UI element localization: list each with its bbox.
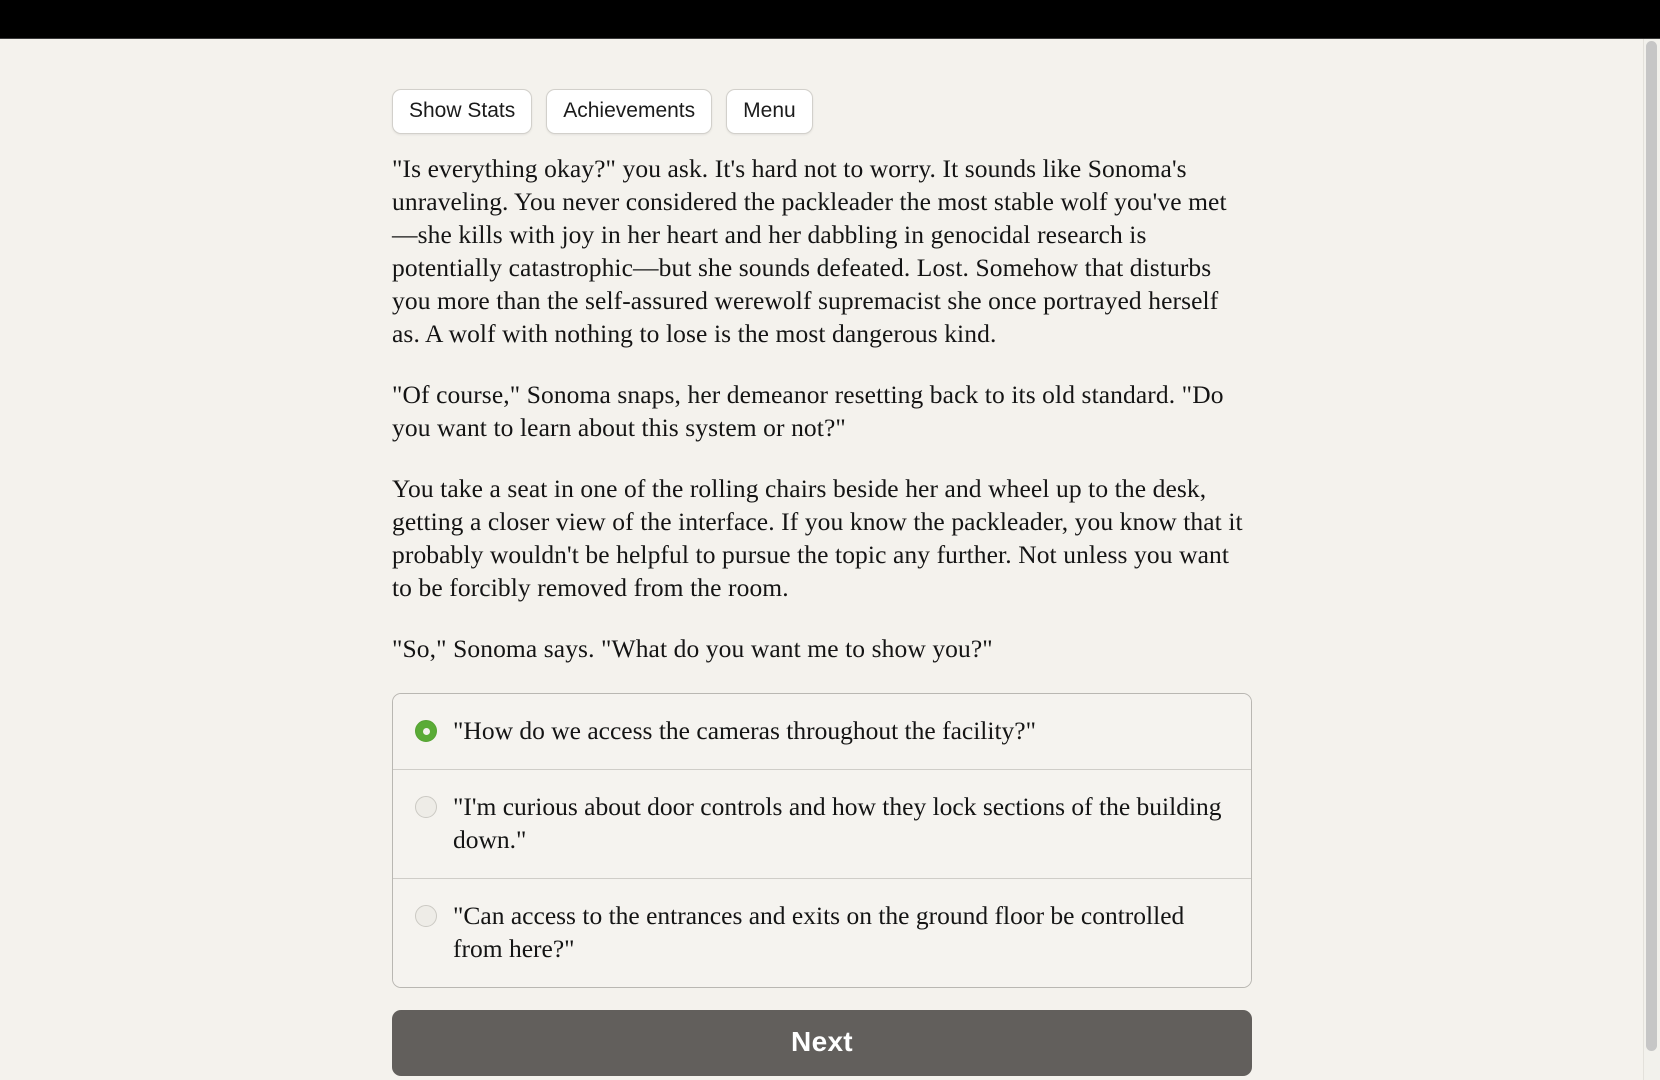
story-paragraph: "Of course," Sonoma snaps, her demeanor resetting back to its old standard. "Do you want to learn about this system or not?"	[392, 380, 1224, 442]
vertical-scrollbar[interactable]	[1643, 39, 1660, 1080]
radio-unselected-icon[interactable]	[415, 796, 437, 818]
achievements-button[interactable]: Achievements	[546, 89, 712, 134]
page-viewport	[0, 38, 1660, 1080]
choice-option-label: "How do we access the cameras throughout the facility?"	[453, 716, 1037, 745]
next-button[interactable]: Next	[392, 1010, 1252, 1076]
choice-option-label: "Can access to the entrances and exits on the ground floor be controlled from here?"	[453, 901, 1185, 963]
scrollbar-thumb[interactable]	[1646, 41, 1657, 1051]
story-content-column	[392, 39, 1252, 1076]
choice-option[interactable]	[393, 770, 1251, 879]
story-paragraph: "So," Sonoma says. "What do you want me to show you?"	[392, 634, 993, 663]
choice-list	[392, 693, 1252, 988]
show-stats-button[interactable]: Show Stats	[392, 89, 532, 134]
radio-unselected-icon[interactable]	[415, 905, 437, 927]
story-paragraph: You take a seat in one of the rolling chairs beside her and wheel up to the desk, getting a closer view of the interface. If you know the packleader, you know that it probably wouldn't be helpful to pursue the topic any further. Not unless you want to be forcibly removed from the room.	[392, 474, 1243, 602]
browser-chrome-bar	[0, 0, 1660, 38]
menu-button[interactable]: Menu	[726, 89, 813, 134]
choice-option-label: "I'm curious about door controls and how they lock sections of the building down."	[453, 792, 1222, 854]
story-paragraph: "Is everything okay?" you ask. It's hard not to worry. It sounds like Sonoma's unraveling. You never considered the packleader the most stable wolf you've met—she kills with joy in her heart and her dabbling in genocidal research is potentially catastrophic—but she sounds defeated. Lost. Somehow that disturbs you more than the self-assured werewolf supremacist she once portrayed herself as. A wolf with nothing to lose is the most dangerous kind.	[392, 154, 1227, 348]
game-toolbar	[392, 39, 1252, 138]
choice-option[interactable]	[393, 879, 1251, 987]
radio-selected-icon[interactable]	[415, 720, 437, 742]
choice-option[interactable]	[393, 694, 1251, 770]
story-prose	[392, 152, 1252, 665]
